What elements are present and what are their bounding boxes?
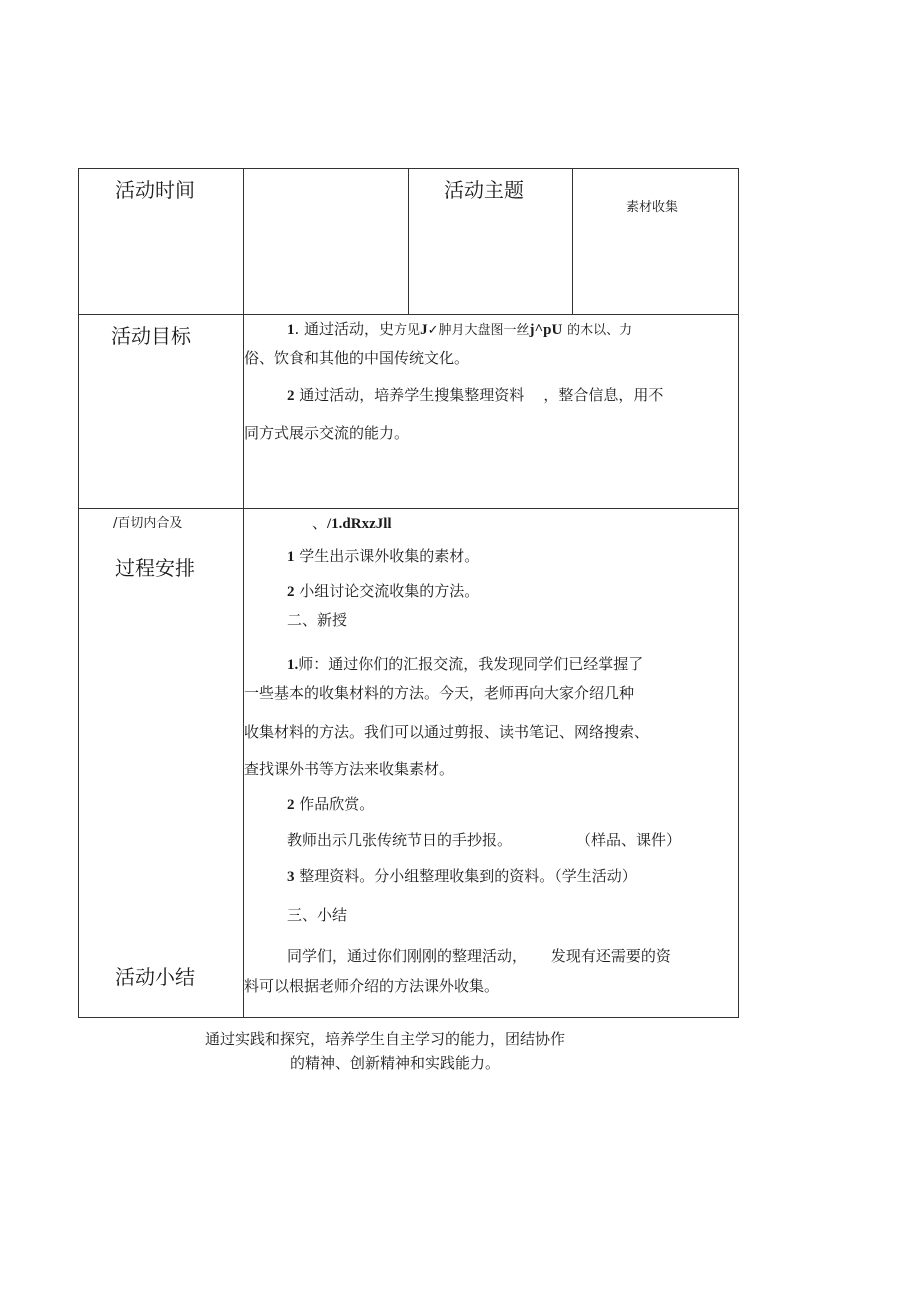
goal-2-line-2: 同方式展示交流的能力。 [244,424,410,442]
para-1-line-1: 1.师：通过你们的汇报交流，我发现同学们已经掌握了 [287,655,644,673]
activity-theme-value: 素材收集 [626,200,679,215]
para-3: 3 整理资料。分小组整理收集到的资料。（学生活动） [287,867,637,885]
goal-2-line-1: 2 通过活动，培养学生搜集整理资料 ，整合信息，用不 [287,386,664,404]
step-1: 1 学生出示课外收集的素材。 [287,547,480,565]
step-2: 2 小组讨论交流收集的方法。 [287,582,480,600]
para-2-note: （样品、课件） [576,831,682,849]
goal-1-line-1: 1. 通过活动，史方见J✓肿月大盘图一丝j^pU 的木以、力 [287,320,633,338]
activity-theme-label: 活动主题 [444,178,524,202]
process-heading-2: 二、新授 [287,611,348,629]
footer-line-2: 的精神、创新精神和实践能力。 [290,1054,501,1072]
goal-1-line-2: 俗、饮食和其他的中国传统文化。 [244,349,470,367]
summary-label: 活动小结 [115,965,195,989]
summary-line-1: 同学们，通过你们刚刚的整理活动， 发现有还需要的资 [287,947,671,965]
para-1-line-4: 查找课外书等方法来收集素材。 [244,760,455,778]
activity-time-label: 活动时间 [115,178,195,202]
summary-line-2: 料可以根据老师介绍的方法课外收集。 [244,977,500,995]
para-2-line-1: 2 作品欣赏。 [287,795,375,813]
para-2-line-2: 教师出示几张传统节日的手抄报。 [287,831,513,849]
activity-goals-label: 活动目标 [111,324,191,348]
process-label-top: /百切内合及 [113,516,183,531]
process-label: 过程安排 [115,556,195,580]
para-1-line-3: 收集材料的方法。我们可以通过剪报、读书笔记、网络搜索、 [244,723,650,741]
process-heading-3: 三、小结 [287,906,348,924]
process-heading-1: 、/1.dRxzJll [312,514,392,532]
footer-line-1: 通过实践和探究，培养学生自主学习的能力，团结协作 [205,1030,566,1048]
para-1-line-2: 一些基本的收集材料的方法。今天，老师再向大家介绍几种 [244,684,635,702]
